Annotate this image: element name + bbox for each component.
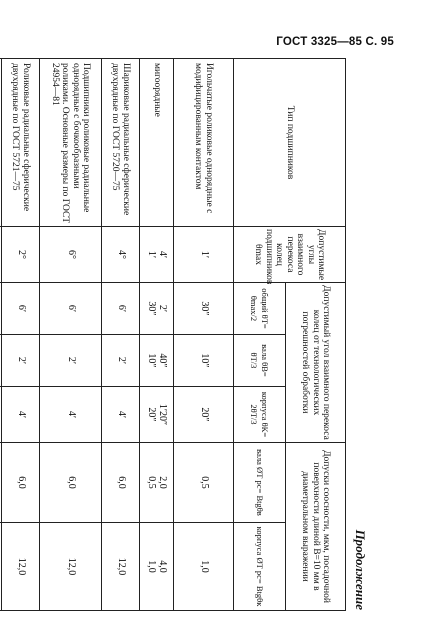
header-type: Тип подшипников — [234, 59, 346, 227]
row-housing — [0, 387, 2, 443]
row-shaft: 10″ — [174, 335, 234, 387]
page-header: ГОСТ 3325—85 С. 95 — [276, 36, 394, 48]
row-align-shaft: 6,0 — [102, 443, 140, 523]
row-align-housing: 12,0 — [2, 523, 40, 611]
row-max: 4° — [102, 227, 140, 283]
row-align-housing: 12,0 — [102, 523, 140, 611]
row-align-shaft — [0, 443, 2, 523]
rotated-table-container — [10, 58, 368, 610]
table-row — [2, 59, 40, 611]
row-general — [0, 283, 2, 335]
row-name: Шариковые радиальные сферические двухрядные по ГОСТ 5720—75 — [102, 59, 140, 227]
header-align-shaft: вала ØТ рс= Вtgθв — [234, 443, 286, 523]
row-align-housing: 4,0 1,0 — [140, 523, 174, 611]
row-name: мигоорядные — [140, 59, 174, 227]
row-name: Роликовые радиальные сферические двухрядные по ГОСТ 5721—75 — [2, 59, 40, 227]
row-general: 6′ — [40, 283, 102, 335]
row-shaft — [0, 335, 2, 387]
row-max: 6° — [40, 227, 102, 283]
bearing-tolerance-table — [0, 58, 346, 611]
table-row — [102, 59, 140, 611]
header-shaft: вала θВ= θТ/3 — [234, 335, 286, 387]
table-row — [40, 59, 102, 611]
row-shaft: 2′ — [40, 335, 102, 387]
row-general: 2′ 30″ — [140, 283, 174, 335]
row-shaft: 2′ — [2, 335, 40, 387]
row-general: 6′ — [102, 283, 140, 335]
row-housing: 20″ — [174, 387, 234, 443]
table-row — [0, 59, 2, 611]
row-housing: 4′ — [40, 387, 102, 443]
header-angle-group: Допустимый угол взаимного перекоса колец от технологических погрешностей обработки — [286, 283, 346, 443]
header-general: общий θТ= θmax/2 — [234, 283, 286, 335]
row-name — [0, 59, 2, 227]
row-general: 30″ — [174, 283, 234, 335]
row-name: Подшипники роликовые радиальные однорядные с бочкообразными роликами. Основные размеры по ГОСТ 24954—81 — [40, 59, 102, 227]
row-max — [0, 227, 2, 283]
row-align-shaft: 2,0 0,5 — [140, 443, 174, 523]
row-shaft: 2′ — [102, 335, 140, 387]
row-name: Игольчатые роликовые однорядные с модифицированным контактом — [174, 59, 234, 227]
header-housing: корпуса θК= 2θТ/3 — [234, 387, 286, 443]
row-housing: 4′ — [102, 387, 140, 443]
table-row — [140, 59, 174, 611]
row-align-shaft: 6,0 — [40, 443, 102, 523]
row-align-housing: 1,0 — [174, 523, 234, 611]
row-general: 6′ — [2, 283, 40, 335]
header-max-angle: Допустимые углы взаимного перекоса колец подшипников θmax — [234, 227, 346, 283]
row-max: 1′ — [174, 227, 234, 283]
row-housing: 4′ — [2, 387, 40, 443]
row-align-shaft: 6,0 — [2, 443, 40, 523]
table-row — [174, 59, 234, 611]
continuation-label: Продолжение — [353, 529, 368, 610]
row-align-housing: 12,0 — [40, 523, 102, 611]
row-align-housing — [0, 523, 2, 611]
row-max: 2° — [2, 227, 40, 283]
header-align-group: Допуски соосности, мкм, посадочной поверхности длиной В=10 мм в диаметральном выражении — [286, 443, 346, 611]
row-shaft: 40″ 10″ — [140, 335, 174, 387]
row-housing: 1′20″ 20″ — [140, 387, 174, 443]
row-align-shaft: 0,5 — [174, 443, 234, 523]
row-max: 4′ 1′ — [140, 227, 174, 283]
header-align-housing: корпуса ØТ рс= Вtgθк — [234, 523, 286, 611]
